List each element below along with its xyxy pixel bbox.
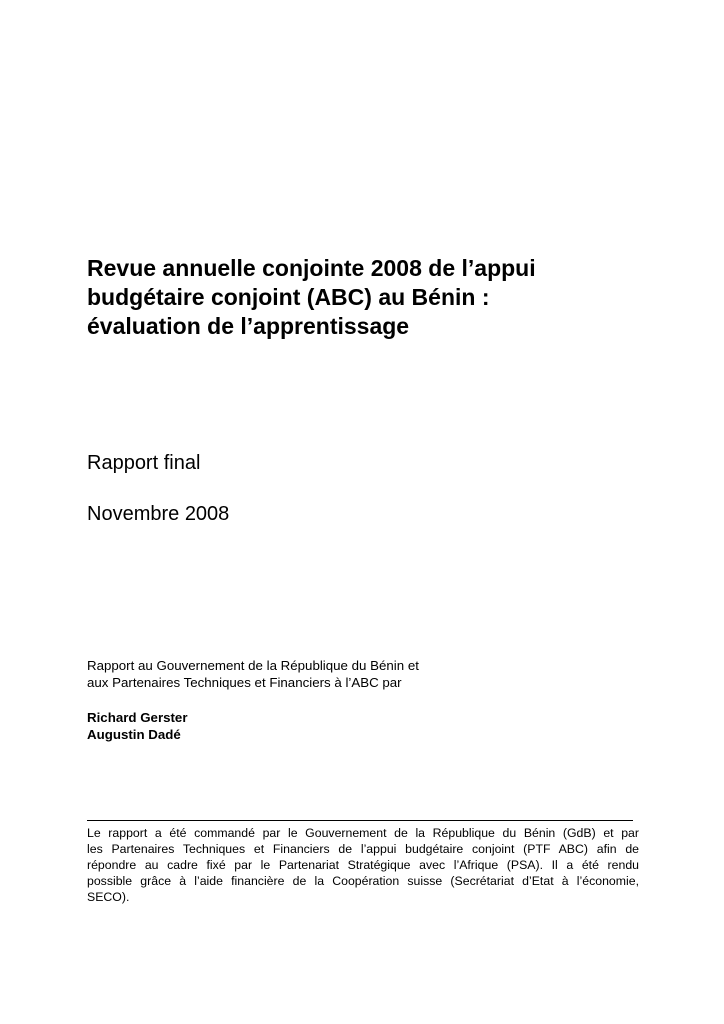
report-date: Novembre 2008 [87, 503, 230, 525]
report-type: Rapport final [87, 452, 201, 474]
footnote-line: possible grâce à l’aide financière de la Coopération suisse (Secrétariat d’Etat à l’économie, [87, 874, 639, 888]
footnote-line: Le rapport a été commandé par le Gouvernement de la République du Bénin (GdB) et par [87, 826, 639, 840]
document-title [87, 254, 647, 341]
footnote-line: répondre au cadre fixé par le Partenariat Stratégique avec l’Afrique (PSA). Il a été rendu [87, 858, 639, 872]
recipients-statement [87, 657, 419, 691]
recipients-line: Rapport au Gouvernement de la République du Bénin et [87, 658, 419, 673]
footnote-divider [87, 820, 633, 821]
footnote-line: les Partenaires Techniques et Financiers de l’appui budgétaire conjoint (PTF ABC) afin de [87, 842, 639, 856]
title-line: évaluation de l’apprentissage [87, 313, 410, 339]
title-line: budgétaire conjoint (ABC) au Bénin : [87, 284, 490, 310]
recipients-line: aux Partenaires Techniques et Financiers à l’ABC par [87, 675, 402, 690]
author-name: Augustin Dadé [87, 727, 181, 742]
commission-footnote [87, 825, 639, 905]
footnote-line: SECO). [87, 890, 130, 904]
title-line: Revue annuelle conjointe 2008 de l’appui [87, 255, 536, 281]
author-name: Richard Gerster [87, 710, 188, 725]
authors-list [87, 709, 188, 743]
